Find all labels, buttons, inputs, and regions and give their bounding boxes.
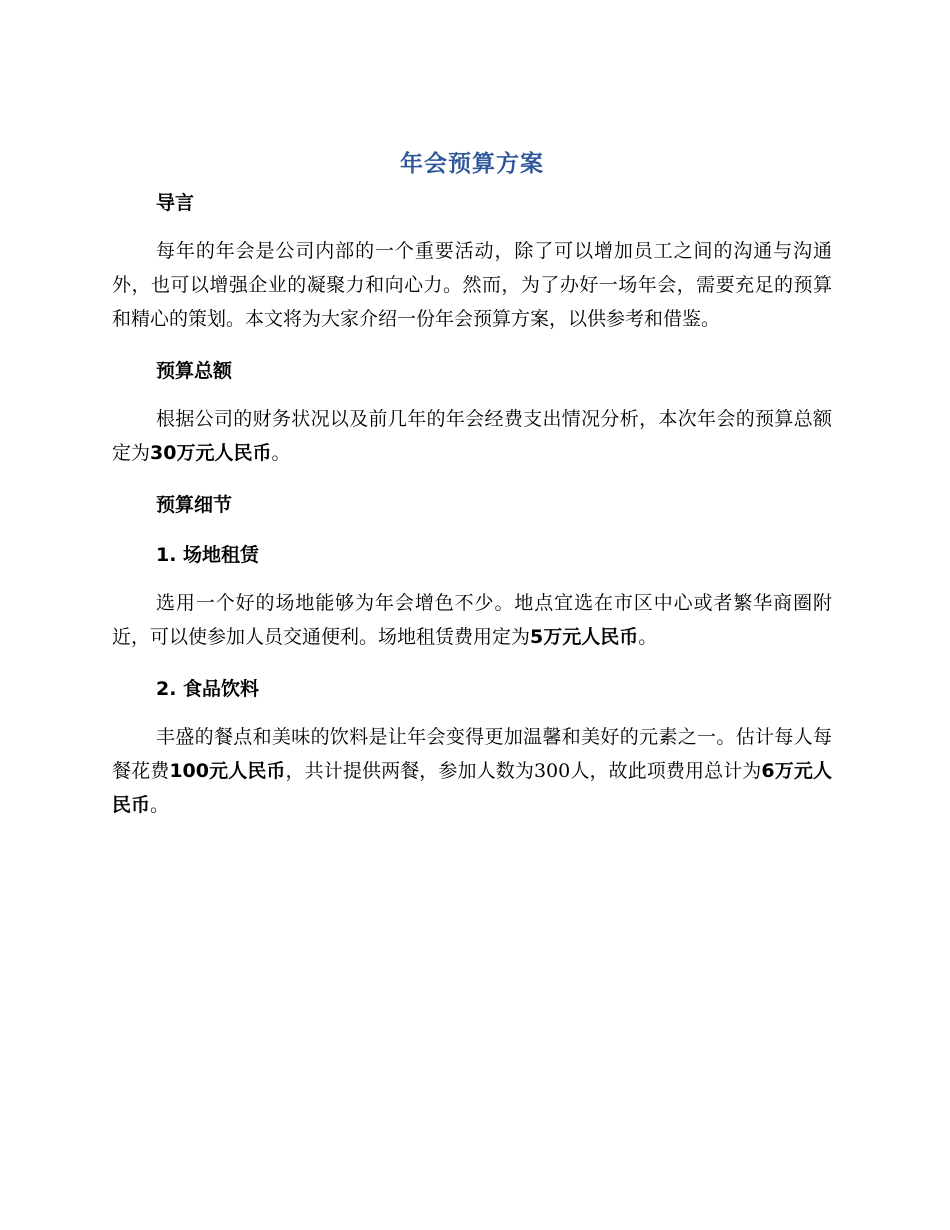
food-text-mid: ，共计提供两餐，参加人数为300人，故此项费用总计为 — [285, 760, 762, 782]
total-amount: 30万元人民币 — [150, 442, 272, 464]
venue-paragraph — [112, 586, 832, 654]
food-text-pre: 丰盛的餐点和美味的饮料是让年会变得更加温馨和美好的元素之一。估计每人每餐花费 — [112, 726, 832, 782]
food-paragraph — [112, 720, 832, 822]
total-heading: 预算总额 — [156, 360, 233, 382]
food-unit-cost: 100元人民币 — [169, 760, 286, 782]
total-text-pre: 根据公司的财务状况以及前几年的年会经费支出情况分析，本次年会的预算总额定为 — [112, 408, 832, 464]
intro-paragraph: 每年的年会是公司内部的一个重要活动，除了可以增加员工之间的沟通与沟通外，也可以增强企业的凝聚力和向心力。然而，为了办好一场年会，需要充足的预算和精心的策划。本文将为大家介绍一份年会预算方案，以供参考和借鉴。 — [112, 240, 832, 330]
food-text-post: 。 — [150, 794, 170, 816]
venue-amount: 5万元人民币 — [530, 626, 639, 648]
detail-heading: 预算细节 — [156, 494, 233, 516]
venue-text-post: 。 — [638, 626, 658, 648]
document-title: 年会预算方案 — [400, 151, 544, 177]
document-page — [112, 146, 832, 822]
intro-heading: 导言 — [156, 192, 195, 214]
food-heading: 2. 食品饮料 — [156, 678, 260, 700]
food-total: 6万元人民币 — [112, 760, 832, 816]
venue-text-pre: 选用一个好的场地能够为年会增色不少。地点宜选在市区中心或者繁华商圈附近，可以使参加人员交通便利。场地租赁费用定为 — [112, 592, 832, 648]
venue-heading: 1. 场地租赁 — [156, 544, 260, 566]
total-paragraph — [112, 402, 832, 470]
total-text-post: 。 — [271, 442, 291, 464]
